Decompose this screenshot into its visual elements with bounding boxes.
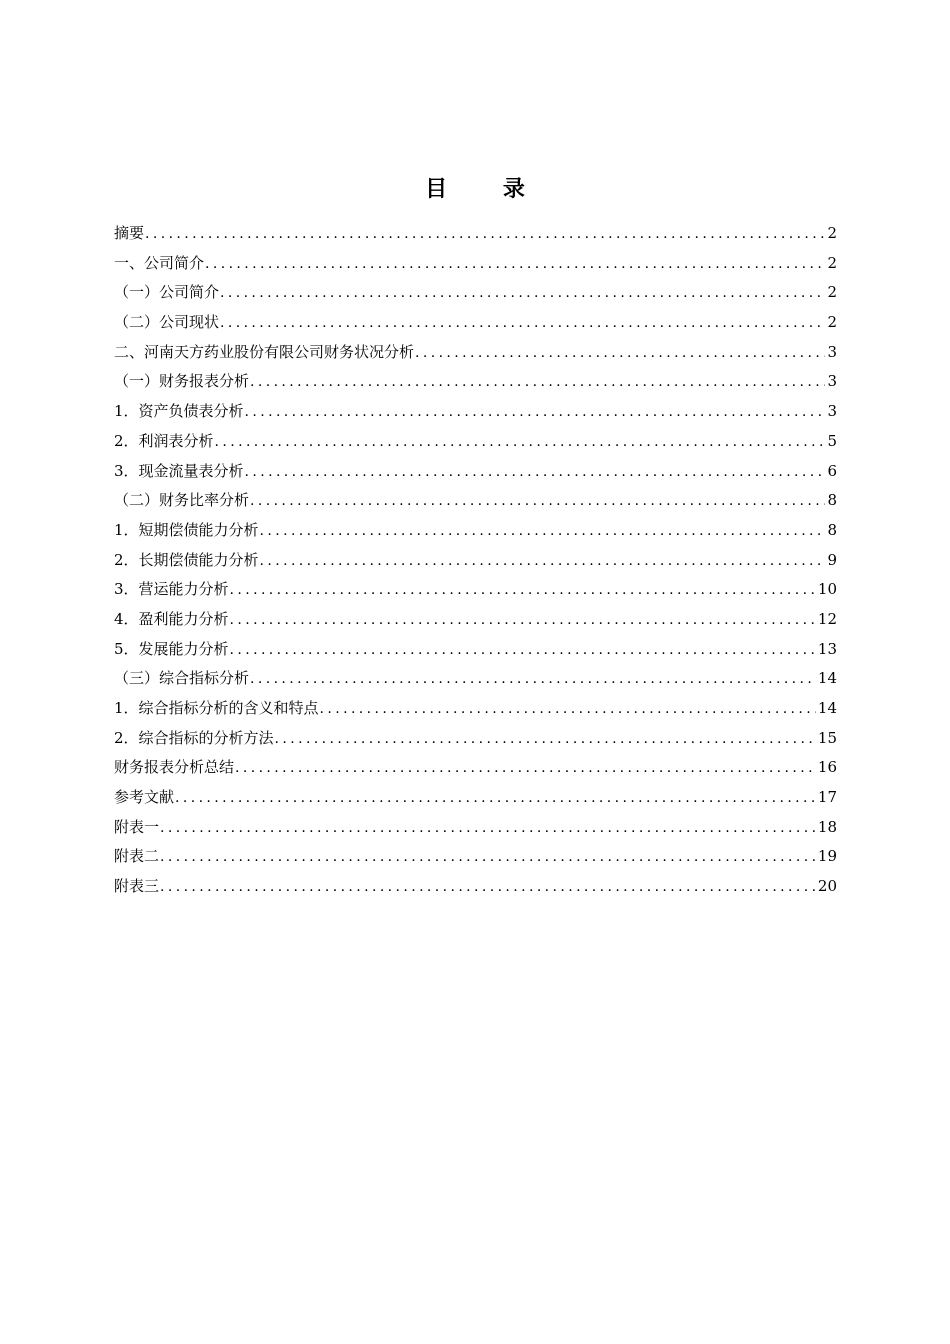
toc-entry-label: 财务报表分析总结 <box>114 758 235 777</box>
toc-entry-page-number: 19 <box>817 847 837 866</box>
toc-dot-leader <box>215 428 826 458</box>
toc-entry-label: 1．短期偿债能力分析 <box>114 520 259 539</box>
toc-entry[interactable] <box>114 872 837 902</box>
toc-entry-label: 摘要 <box>114 224 145 242</box>
toc-entry-label: （二）公司现状 <box>114 313 220 332</box>
toc-entry-label: 附表一 <box>114 817 160 836</box>
toc-entry-page-number: 3 <box>827 372 837 391</box>
toc-entry-page-number: 14 <box>817 669 837 688</box>
table-of-contents <box>114 219 837 902</box>
toc-entry-page-number: 18 <box>817 817 837 836</box>
toc-dot-leader <box>160 873 816 903</box>
toc-dot-leader <box>245 458 826 488</box>
toc-dot-leader <box>230 636 816 666</box>
toc-entry-label: 2．长期偿债能力分析 <box>114 550 259 569</box>
toc-dot-leader <box>250 368 825 398</box>
toc-entry[interactable] <box>114 278 837 308</box>
toc-entry-page-number: 16 <box>817 758 837 777</box>
toc-entry-label: 二、河南天方药业股份有限公司财务状况分析 <box>114 342 415 361</box>
toc-dot-leader <box>260 517 826 547</box>
toc-entry[interactable] <box>114 338 837 368</box>
toc-entry[interactable] <box>114 842 837 872</box>
toc-dot-leader <box>260 547 826 577</box>
toc-entry[interactable] <box>114 694 837 724</box>
toc-entry-page-number: 5 <box>827 431 837 450</box>
toc-dot-leader <box>250 665 816 695</box>
toc-entry-label: 2．利润表分析 <box>114 431 214 450</box>
toc-entry-label: （二）财务比率分析 <box>114 491 250 510</box>
toc-dot-leader <box>160 843 816 873</box>
toc-entry-label: 1．资产负债表分析 <box>114 402 244 421</box>
toc-entry-page-number: 2 <box>827 283 837 302</box>
toc-entry[interactable] <box>114 605 837 635</box>
toc-dot-leader <box>220 279 825 309</box>
toc-entry-page-number: 8 <box>827 491 837 510</box>
toc-entry-label: 参考文献 <box>114 788 175 807</box>
toc-dot-leader <box>275 725 816 755</box>
toc-dot-leader <box>250 487 825 517</box>
toc-entry[interactable] <box>114 753 837 783</box>
toc-entry-label: 3．现金流量表分析 <box>114 461 244 480</box>
toc-dot-leader <box>205 250 825 280</box>
toc-entry-page-number: 14 <box>817 699 837 717</box>
toc-entry-page-number: 15 <box>817 728 837 747</box>
toc-entry[interactable] <box>114 367 837 397</box>
toc-dot-leader <box>145 220 825 250</box>
toc-title: 目 录 <box>425 176 549 202</box>
toc-entry[interactable] <box>114 397 837 427</box>
toc-entry-label: 1．综合指标分析的含义和特点 <box>114 699 319 717</box>
toc-entry-label: 2．综合指标的分析方法 <box>114 728 274 747</box>
toc-entry-label: 3．营运能力分析 <box>114 580 229 599</box>
toc-dot-leader <box>160 814 816 844</box>
toc-entry-page-number: 20 <box>817 877 837 896</box>
toc-entry[interactable] <box>114 219 837 249</box>
toc-entry[interactable] <box>114 724 837 754</box>
toc-entry-label: 附表三 <box>114 877 160 896</box>
toc-dot-leader <box>230 576 816 606</box>
toc-entry-page-number: 17 <box>817 788 837 807</box>
toc-entry[interactable] <box>114 635 837 665</box>
toc-entry[interactable] <box>114 486 837 516</box>
toc-dot-leader <box>415 339 825 369</box>
toc-entry[interactable] <box>114 249 837 279</box>
toc-entry-page-number: 3 <box>827 342 837 361</box>
toc-entry-page-number: 12 <box>817 609 837 628</box>
toc-entry[interactable] <box>114 664 837 694</box>
toc-dot-leader <box>220 309 825 339</box>
toc-entry-page-number: 9 <box>827 550 837 569</box>
toc-entry-page-number: 6 <box>827 461 837 480</box>
toc-entry-label: （一）公司简介 <box>114 283 220 302</box>
toc-entry-page-number: 3 <box>827 402 837 421</box>
toc-entry[interactable] <box>114 783 837 813</box>
toc-dot-leader <box>320 695 816 725</box>
toc-dot-leader <box>245 398 826 428</box>
toc-entry-page-number: 2 <box>827 224 837 242</box>
toc-entry[interactable] <box>114 813 837 843</box>
toc-dot-leader <box>230 606 816 636</box>
toc-entry-label: 5．发展能力分析 <box>114 639 229 658</box>
toc-entry[interactable] <box>114 308 837 338</box>
toc-entry[interactable] <box>114 575 837 605</box>
toc-entry-page-number: 10 <box>817 580 837 599</box>
toc-entry-page-number: 13 <box>817 639 837 658</box>
toc-entry-label: （一）财务报表分析 <box>114 372 250 391</box>
toc-entry[interactable] <box>114 516 837 546</box>
toc-entry-page-number: 2 <box>827 313 837 332</box>
toc-entry-page-number: 2 <box>827 253 837 272</box>
toc-entry-label: 附表二 <box>114 847 160 866</box>
toc-dot-leader <box>235 754 816 784</box>
toc-entry-label: 4．盈利能力分析 <box>114 609 229 628</box>
toc-entry-page-number: 8 <box>827 520 837 539</box>
toc-entry-label: （三）综合指标分析 <box>114 669 250 688</box>
toc-entry-label: 一、公司简介 <box>114 253 205 272</box>
toc-entry[interactable] <box>114 427 837 457</box>
toc-entry[interactable] <box>114 546 837 576</box>
toc-dot-leader <box>175 784 816 814</box>
toc-entry[interactable] <box>114 457 837 487</box>
